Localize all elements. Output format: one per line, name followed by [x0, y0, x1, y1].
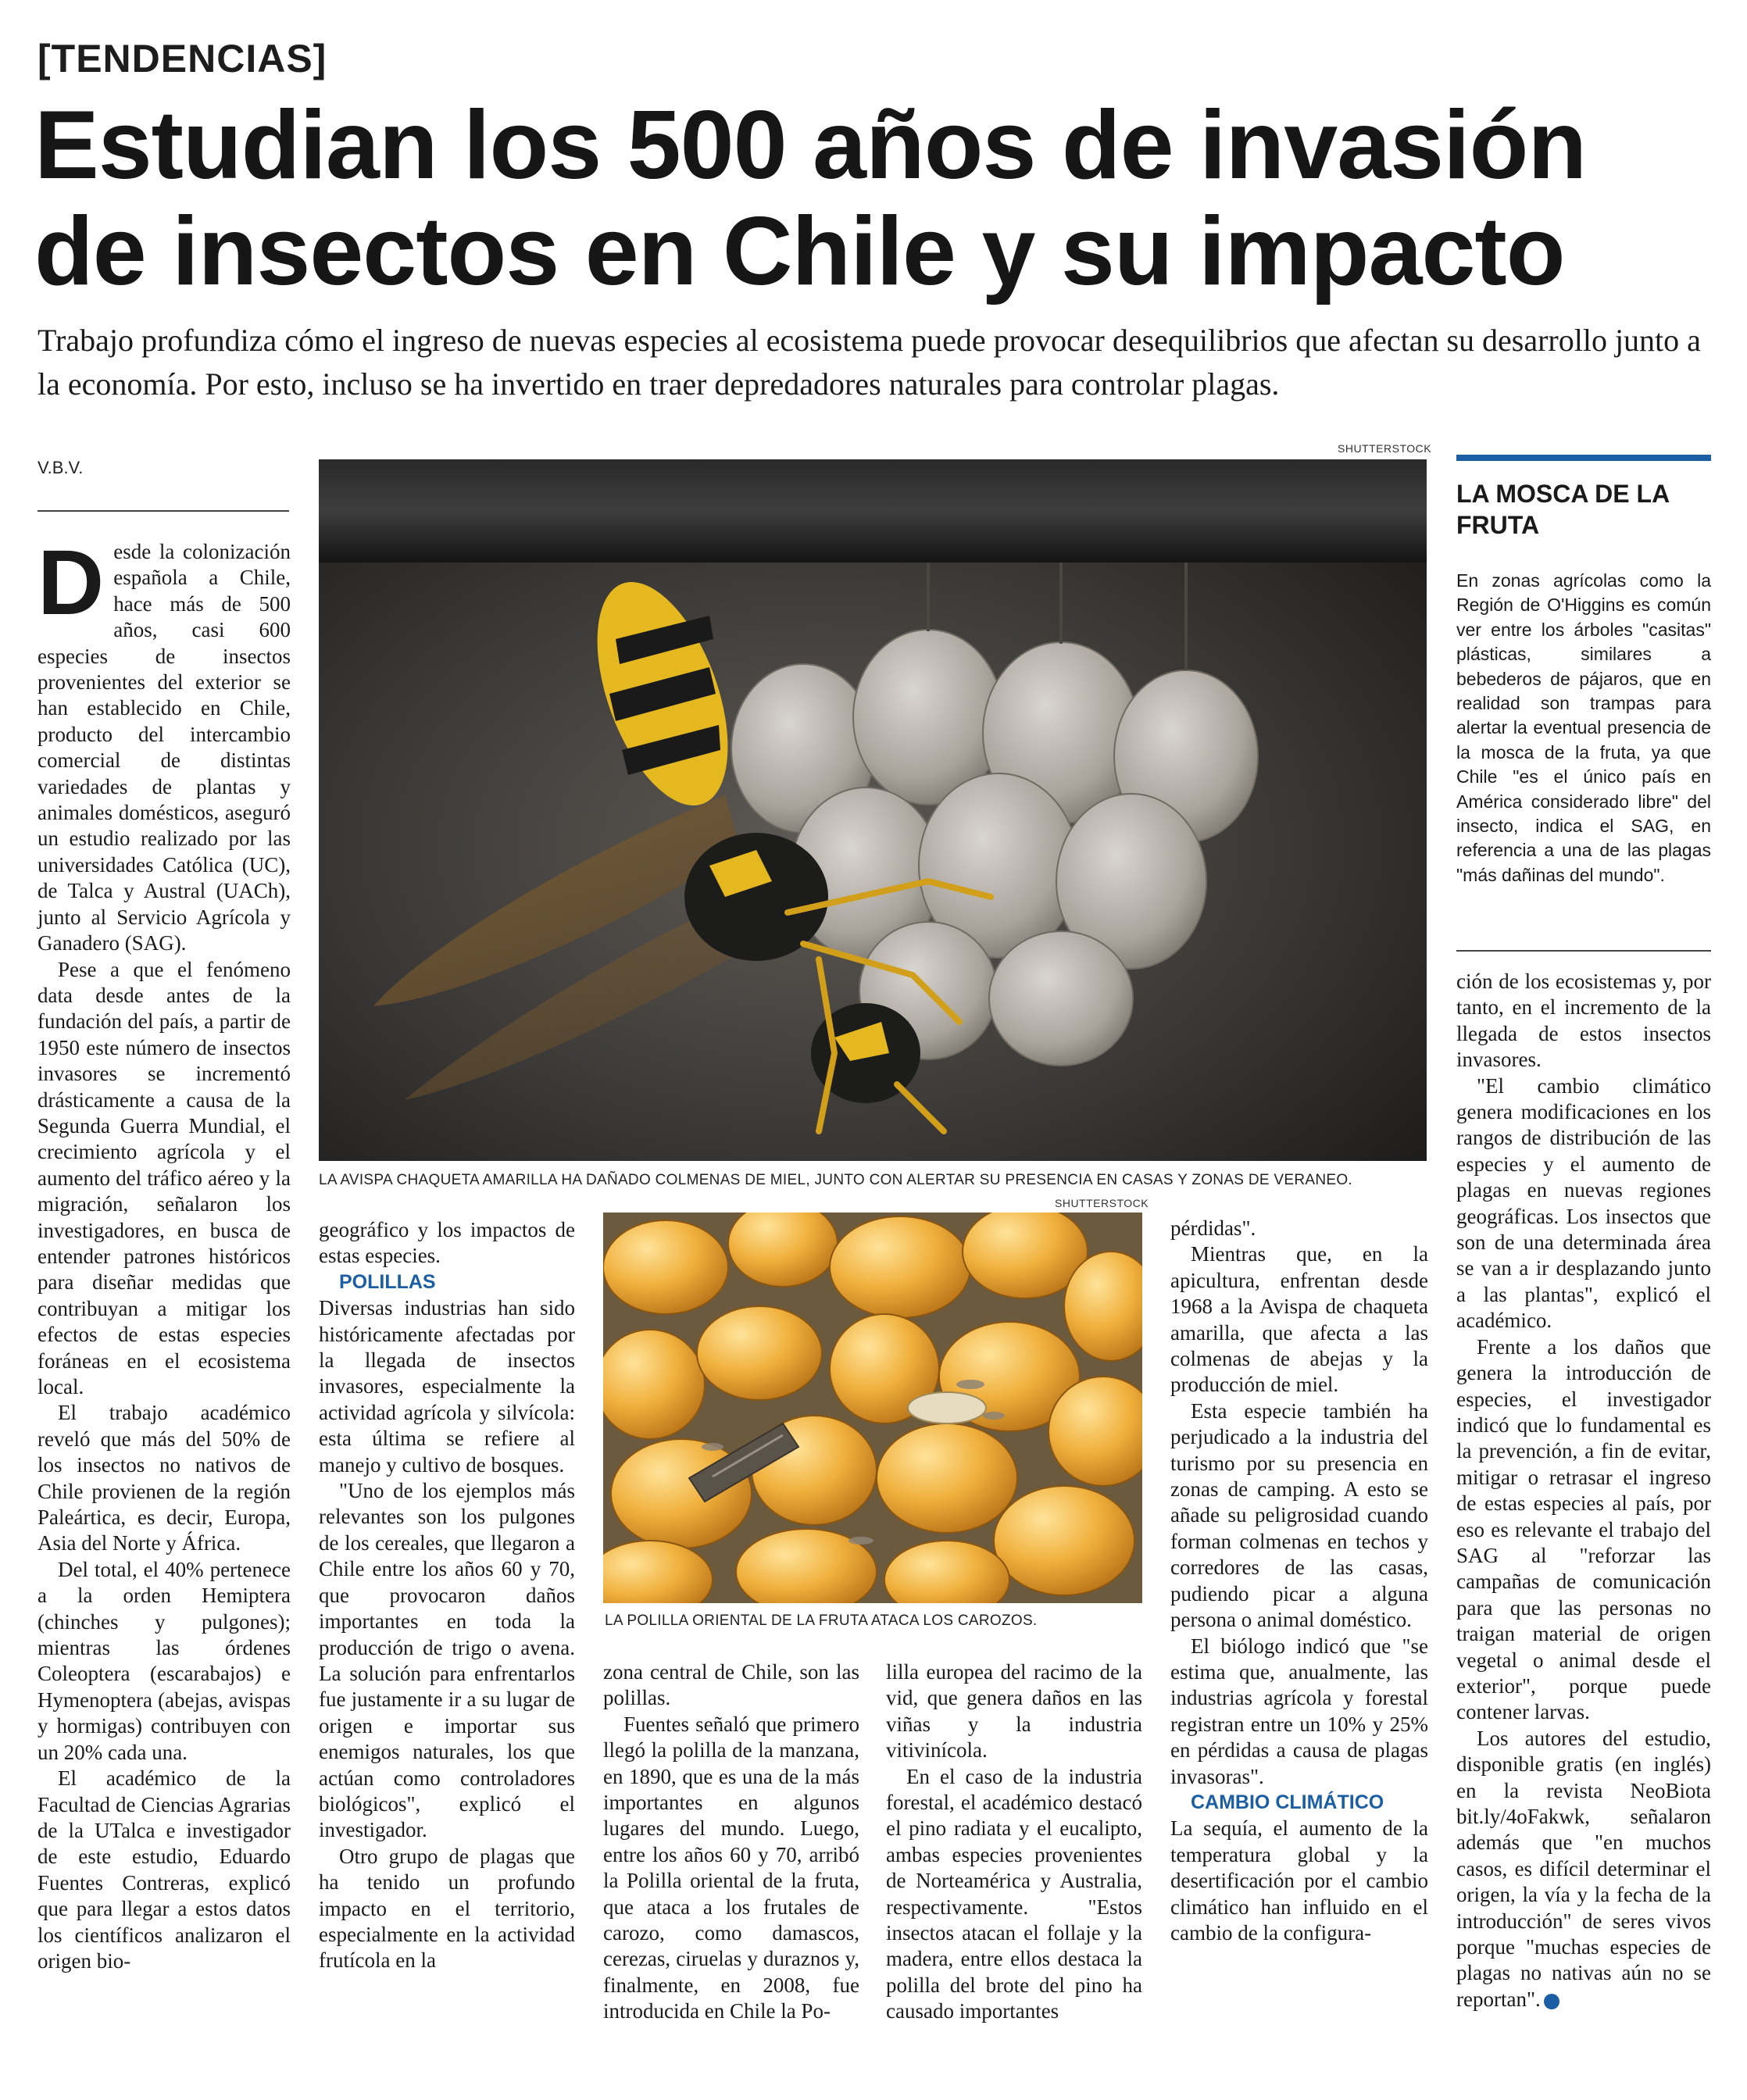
paragraph: Diversas industrias han sido históricamente afectadas por la llegada de insectos invasores, especialmente la actividad agrícola y silvícola: esta última se refiere al manejo y cultivo de bosques. [319, 1296, 575, 1477]
subhead-cambio-climatico: CAMBIO CLIMÁTICO [1191, 1791, 1384, 1813]
wasp-photo [319, 459, 1427, 1161]
paragraph: Esta especie también ha perjudicado a la industria del turismo por su presencia en zonas de camping. A esto se añade su peligrosidad cuando forman colmenas en techos y corredores de las casas, pudiendo picar a alguna persona o animal doméstico. [1170, 1398, 1428, 1632]
paragraph: El biólogo indicó que "se estima que, anualmente, las industrias agrícola y forestal registran entre un 10% y 25% en pérdidas a causa de plagas invasoras". [1170, 1634, 1428, 1788]
byline: V.B.V. [38, 458, 84, 477]
paragraph: Pese a que el fenómeno data desde antes de la fundación del país, a partir de 1950 este número de insectos invasores se incrementó drásticamente a causa de la Segunda Guerra Mundial, el crecimiento agrícola y el aumento del tráfico aéreo y la migración, señalaron los investigadores, en busca de entender patrones históricos para diseñar medidas que contribuyan a mitigar los efectos de estas especies foráneas en el ecosistema local. [38, 957, 291, 1398]
paragraph: Mientras que, en la apicultura, enfrentan desde 1968 a la Avispa de chaqueta amarilla, que afecta a las colmenas de abejas y la producción de miel. [1170, 1242, 1428, 1397]
section-kicker: [TENDENCIAS] [38, 37, 327, 80]
paragraph: El académico de la Facultad de Ciencias Agrarias de la UTalca e investigador de este estudio, Eduardo Fuentes Contreras, explicó que para llegar a estos datos los científicos analizaron el origen bio- [38, 1766, 291, 1973]
subhead-polillas: POLILLAS [339, 1270, 436, 1293]
column-4 [886, 1659, 1142, 2025]
paragraph: geográfico y los impactos de estas especies. [319, 1218, 575, 1268]
drop-cap: D [38, 531, 105, 634]
paragraph: Del total, el 40% pertenece a la orden Hemiptera (chinches y pulgones); mientras las órdenes Coleoptera (escarabajos) e Hymenoptera (abejas, avispas y hormigas) contribuyen con un 20% cada una. [38, 1557, 291, 1764]
sidebar-title: LA MOSCA DE LA FRUTA [1456, 480, 1669, 539]
paragraph: En el caso de la industria forestal, el académico destacó el pino radiata y el eucalipto, ambas especies provenientes de Norteamérica y Australia, respectivamente. "Estos insectos atacan el follaje y la madera, entre ellos destaca la polilla del brote del pino ha causado importantes [886, 1764, 1142, 2023]
end-mark-icon: ✦ [1544, 1994, 1559, 2009]
paragraph: Desde la colonización española a Chile, hace más de 500 años, casi 600 especies de insectos provenientes del exterior se han establecido en Chile, producto del intercambio comercial de distintas variedades de plantas y animales domésticos, aseguró un estudio realizado por las universidades Católica (UC), de Talca y Austral (UACh), junto al Servicio Agrícola y Ganadero (SAG). [38, 531, 291, 955]
column-1 [38, 531, 291, 1974]
column-3 [603, 1659, 859, 2025]
photo-credit: SHUTTERSTOCK [1338, 442, 1432, 455]
paragraph: pérdidas". [1170, 1216, 1256, 1240]
moth-corn-image [603, 1212, 1142, 1603]
paragraph: lilla europea del racimo de la vid, que genera daños en las viñas y la industria vitivinícola. [886, 1660, 1142, 1762]
wasp-photo-caption: LA AVISPA CHAQUETA AMARILLA HA DAÑADO COLMENAS DE MIEL, JUNTO CON ALERTAR SU PRESENCIA EN CASAS Y ZONAS DE VERANEO. [319, 1172, 1353, 1188]
paragraph: El trabajo académico reveló que más del 50% de los insectos no nativos de Chile provienen de la región Paleártica, es decir, Europa, Asia del Norte y África. [38, 1401, 291, 1555]
column-5 [1170, 1216, 1428, 1946]
sidebar-accent-bar [1456, 455, 1711, 461]
paragraph: Los autores del estudio, disponible gratis (en inglés) en la revista NeoBiota bit.ly/4oFakwk, señalaron además que "en muchos casos, es difícil determinar el origen, la vía y la fecha de la introducción" de seres vivos porque "muchas especies de plagas no nativas aún no se reportan". ✦ [1456, 1726, 1711, 2011]
column-2 [319, 1217, 575, 1974]
column-6 [1456, 969, 1711, 2012]
paragraph: zona central de Chile, son las polillas. [603, 1660, 859, 1710]
sidebar-body: En zonas agrícolas como la Región de O'Higgins es común ver entre los árboles "casitas" plásticas, similares a bebederos de pájaros, que en realidad son trampas para alertar la eventual presencia de la mosca de la fruta, ya que Chile "es el único país en América considerado libre" del insecto, indica el SAG, en referencia a una de las plagas "más dañinas del mundo". [1456, 570, 1711, 885]
sidebar-rule [1456, 950, 1711, 952]
paragraph: Fuentes señaló que primero llegó la polilla de la manzana, en 1890, que es una de la más importantes en algunos lugares del mundo. Luego, entre los años 60 y 70, arribó la Polilla oriental de la fruta, que ataca a los frutales de carozo, como damascos, cerezas, ciruelas y duraznos y, finalmente, en 2008, fue introducida en Chile la Po- [603, 1712, 859, 2023]
photo-credit: SHUTTERSTOCK [1055, 1197, 1149, 1209]
paragraph: ción de los ecosistemas y, por tanto, en el incremento de la llegada de estos insectos invasores. [1456, 970, 1711, 1072]
moth-photo [603, 1212, 1142, 1603]
wasp-nest-image [319, 459, 1427, 1161]
deck: Trabajo profundiza cómo el ingreso de nuevas especies al ecosistema puede provocar desequilibrios que afectan su desarrollo junto a la economía. Por esto, incluso se ha invertido en traer depredadores naturales para controlar plagas. [38, 323, 1701, 402]
paragraph: Otro grupo de plagas que ha tenido un profundo impacto en el territorio, especialmente en la actividad frutícola en la [319, 1844, 575, 1973]
moth-photo-caption: LA POLILLA ORIENTAL DE LA FRUTA ATACA LOS CAROZOS. [605, 1612, 1038, 1629]
paragraph: Frente a los daños que genera la introducción de especies, el investigador indicó que lo fundamental es la prevención, a fin de evitar, mitigar o retrasar el ingreso de estas especies al país, por eso es relevante el trabajo del SAG al "reforzar las campañas de comunicación para que las personas no traigan material de origen vegetal o animal desde el exterior", porque puede contener larvas. [1456, 1334, 1711, 1724]
headline: Estudian los 500 años de invasión de insectos en Chile y su impacto [34, 91, 1587, 305]
paragraph: "El cambio climático genera modificaciones en los rangos de distribución de las especies y el aumento de plagas en nuevas regiones geográficas. Los insectos que son de una determinada área se van a ir desplazando junto a las plantas", explicó el académico. [1456, 1073, 1711, 1333]
byline-rule [38, 510, 289, 512]
paragraph: "Uno de los ejemplos más relevantes son los pulgones de los cereales, que llegaron a Chile entre los años 60 y 70, que provocaron daños importantes en toda la producción de trigo o avena. La solución para enfrentarlos fue justamente ir a su lugar de origen e importar sus enemigos naturales, los que actúan como controladores biológicos", explicó el investigador. [319, 1479, 575, 1842]
paragraph: La sequía, el aumento de la temperatura global y la desertificación por el cambio climático han influido en el cambio de la configura- [1170, 1816, 1428, 1945]
